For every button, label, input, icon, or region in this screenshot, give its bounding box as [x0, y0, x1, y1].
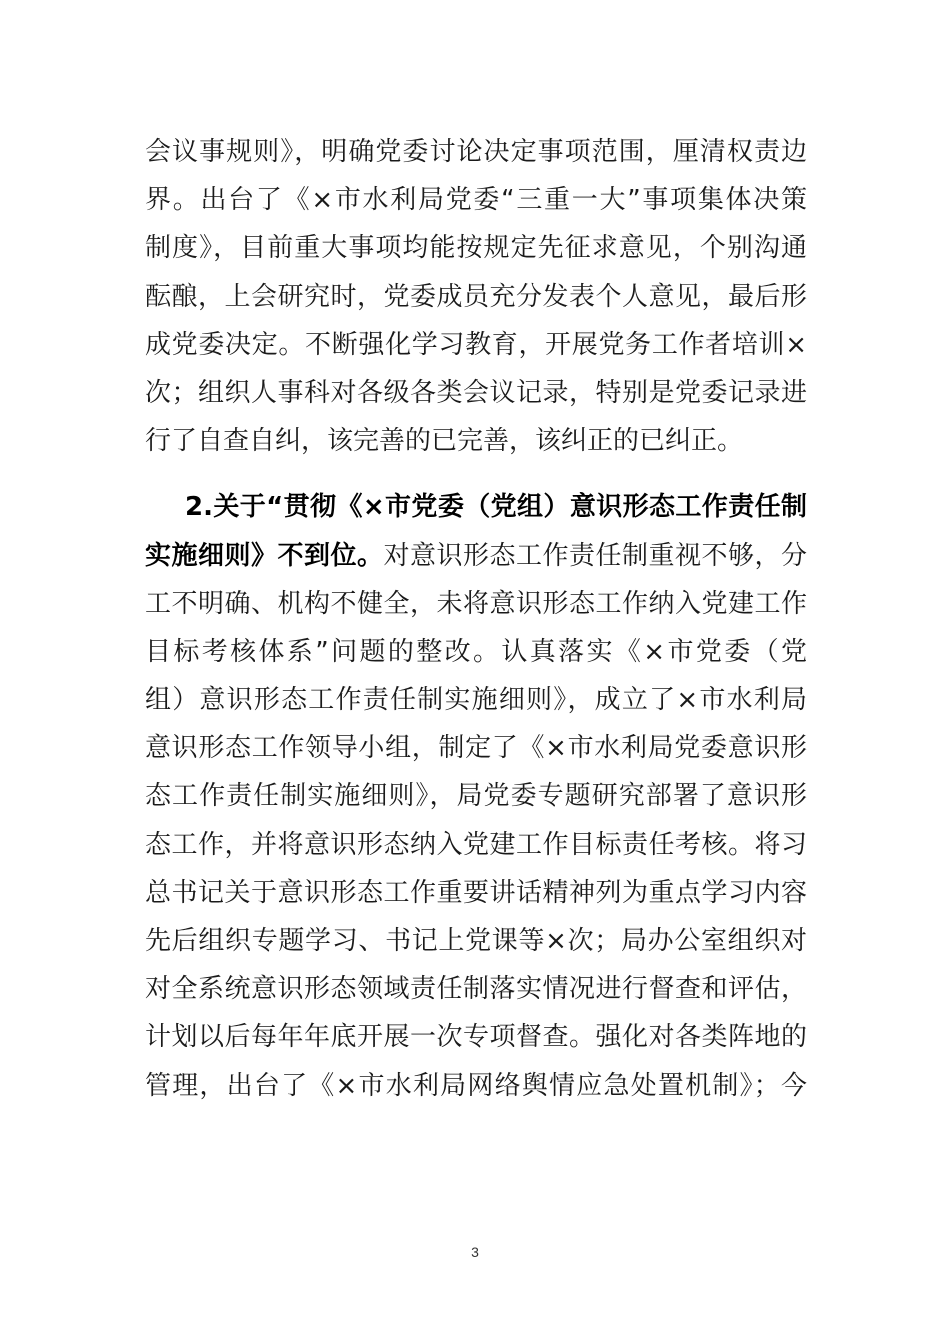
paragraph-line: 目标考核体系”问题的整改。认真落实《×市党委（党: [145, 636, 807, 667]
paragraph-line: 成党委决定。不断强化学习教育，开展党务工作者培训×: [145, 329, 807, 360]
paragraph-line: 先后组织专题学习、书记上党课等×次；局办公室组织对: [145, 926, 807, 956]
paragraph-line: 态工作责任制实施细则》，局党委专题研究部署了意识形: [145, 781, 807, 812]
paragraph-line: 酝酿，上会研究时，党委成员充分发表个人意见，最后形: [145, 281, 807, 312]
paragraph-text: 对意识形态工作责任制重视不够，分: [383, 540, 807, 571]
paragraph-line: 制度》，目前重大事项均能按规定先征求意见，个别沟通: [145, 233, 807, 264]
paragraph-line: 次；组织人事科对各级各类会议记录，特别是党委记录进: [145, 377, 807, 408]
paragraph-1: [145, 128, 807, 465]
paragraph-line: 意识形态工作领导小组，制定了《×市水利局党委意识形: [145, 733, 807, 764]
paragraph-line: 界。出台了《×市水利局党委“三重一大”事项集体决策: [145, 185, 807, 216]
paragraph-line: 管理，出台了《×市水利局网络舆情应急处置机制》；今: [145, 1070, 807, 1101]
page-number: 3: [471, 1244, 479, 1260]
paragraph-line: 总书记关于意识形态工作重要讲话精神列为重点学习内容: [145, 877, 807, 908]
paragraph-2: [145, 483, 807, 1109]
paragraph-line: [145, 532, 807, 580]
paragraph-line: 工不明确、机构不健全，未将意识形态工作纳入党建工作: [145, 588, 807, 619]
body-text: [145, 128, 807, 1110]
paragraph-line: 计划以后每年年底开展一次专项督查。强化对各类阵地的: [145, 1022, 807, 1053]
section-heading: 2.关于“贯彻《×市党委（党组）意识形态工作责任制: [185, 492, 807, 523]
section-heading-end: 实施细则》不到位。: [145, 540, 384, 571]
paragraph-spacing: [145, 465, 807, 483]
paragraph-line: 行了自查自纠，该完善的已完善，该纠正的已纠正。: [145, 426, 744, 457]
paragraph-line: 会议事规则》，明确党委讨论决定事项范围，厘清权责边: [145, 137, 807, 167]
paragraph-line: 组）意识形态工作责任制实施细则》，成立了×市水利局: [145, 685, 807, 716]
paragraph-line: 对全系统意识形态领域责任制落实情况进行督查和评估，: [145, 974, 807, 1005]
paragraph-line: 态工作，并将意识形态纳入党建工作目标责任考核。将习: [145, 829, 807, 860]
